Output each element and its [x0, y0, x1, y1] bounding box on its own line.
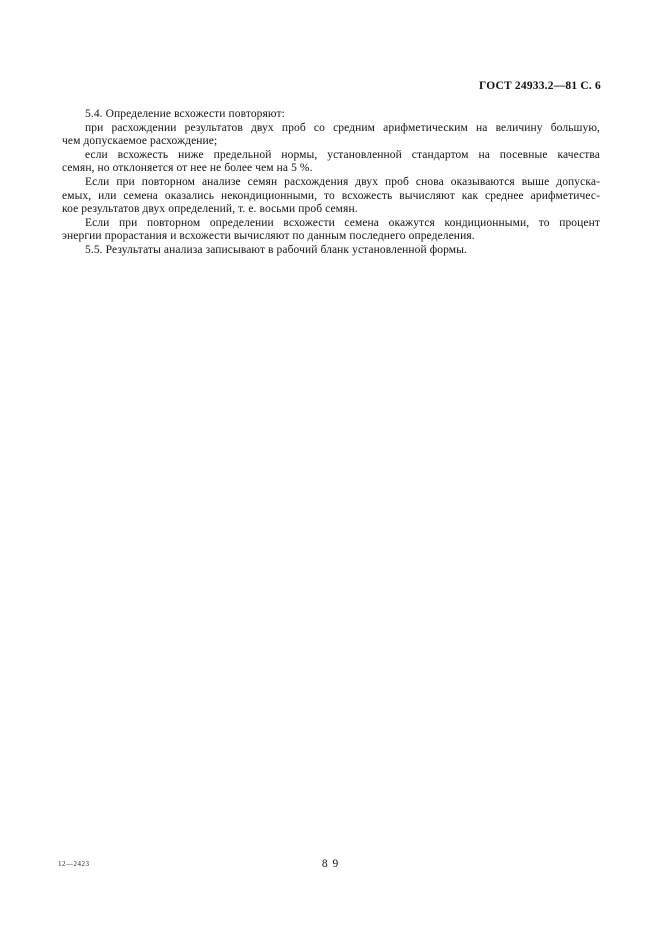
body-line: семян, но отклоняется от нее не более чем на 5 %. — [62, 162, 313, 175]
body-line: Если при повторном определении всхожести семена окажутся кондиционными, то процент — [85, 216, 600, 229]
body-line: при расхождении результатов двух проб со средним арифметическим на величину большую, — [85, 121, 600, 134]
body-line: если всхожесть ниже предельной нормы, установленной стандартом на посевные качества — [85, 148, 600, 161]
document-header-standard-number: ГОСТ 24933.2—81 С. 6 — [478, 80, 601, 92]
body-line: кое результатов двух определений, т. е. восьми проб семян. — [62, 203, 358, 216]
body-line: 5.5. Результаты анализа записывают в рабочий бланк установленной формы. — [85, 243, 467, 256]
body-line: Если при повторном анализе семян расхождения двух проб снова оказываются выше допуска- — [85, 175, 600, 188]
footer-page-number: 8 9 — [321, 858, 340, 870]
footer-print-order-mark: 12—2423 — [58, 860, 90, 868]
body-line: энергии прорастания и всхожести вычисляют по данным последнего определения. — [62, 230, 475, 243]
body-line: чем допускаемое расхождение; — [62, 135, 218, 148]
body-line: 5.4. Определение всхожести повторяют: — [85, 108, 285, 120]
body-line: емых, или семена оказались некондиционными, то всхожесть вычисляют как среднее арифметичес- — [62, 189, 600, 202]
document-body — [62, 108, 600, 258]
